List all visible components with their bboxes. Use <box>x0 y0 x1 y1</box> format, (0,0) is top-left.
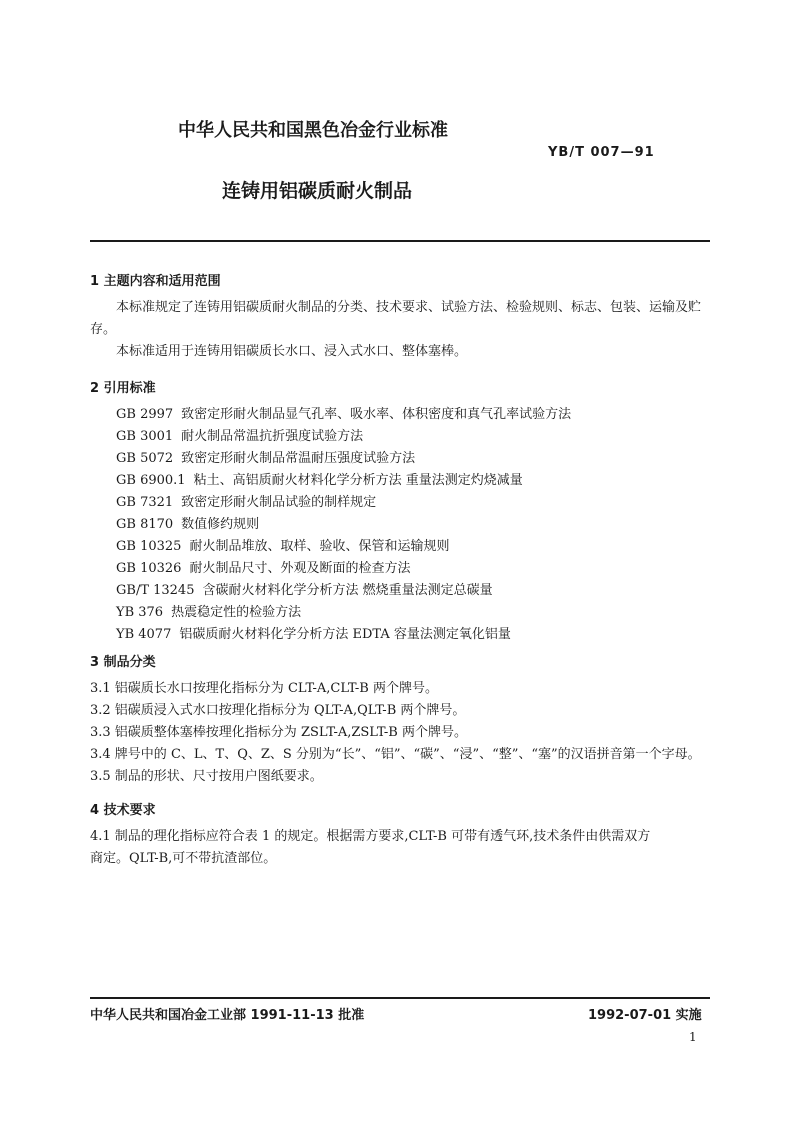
reference-code: GB 10326 <box>116 561 182 576</box>
reference-item <box>116 624 571 646</box>
reference-item <box>116 580 571 602</box>
reference-code: YB 376 <box>116 605 164 620</box>
implementation-date: 1992-07-01 实施 <box>588 1008 702 1023</box>
document-title: 连铸用铝碳质耐火制品 <box>222 180 413 202</box>
standard-code: YB/T 007—91 <box>548 145 655 160</box>
reference-title: 耐火制品常温抗折强度试验方法 <box>181 429 364 444</box>
reference-item <box>116 404 571 426</box>
section-2-heading: 2 引用标准 <box>90 381 156 396</box>
reference-code: GB 5072 <box>116 451 174 466</box>
clause-3-5: 3.5 制品的形状、尺寸按用户图纸要求。 <box>90 769 323 784</box>
reference-title: 粘土、高铝质耐火材料化学分析方法 重量法测定灼烧减量 <box>193 473 523 488</box>
reference-list <box>116 404 571 646</box>
clause-3-1: 3.1 铝碳质长水口按理化指标分为 CLT-A,CLT-B 两个牌号。 <box>90 681 438 696</box>
reference-title: 铝碳质耐火材料化学分析方法 EDTA 容量法测定氧化铝量 <box>179 627 511 642</box>
clause-3-2: 3.2 铝碳质浸入式水口按理化指标分为 QLT-A,QLT-B 两个牌号。 <box>90 703 466 718</box>
clause-3-4: 3.4 牌号中的 C、L、T、Q、Z、S 分别为“长”、“铝”、“碳”、“浸”、“整”、“塞”的汉语拼音第一个字母。 <box>90 747 701 762</box>
section-3-heading: 3 制品分类 <box>90 655 156 670</box>
reference-code: GB 3001 <box>116 429 174 444</box>
section-1-paragraph-1-line-1: 本标准规定了连铸用铝碳质耐火制品的分类、技术要求、试验方法、检验规则、标志、包装、运输及贮 <box>116 300 702 315</box>
reference-title: 致密定形耐火制品常温耐压强度试验方法 <box>181 451 416 466</box>
section-1-paragraph-1-line-2: 存。 <box>90 322 117 337</box>
reference-title: 耐火制品尺寸、外观及断面的检查方法 <box>189 561 411 576</box>
reference-item <box>116 602 571 624</box>
footer-rule <box>90 997 710 999</box>
reference-item <box>116 558 571 580</box>
section-1-paragraph-2: 本标准适用于连铸用铝碳质长水口、浸入式水口、整体塞棒。 <box>116 344 468 359</box>
reference-title: 数值修约规则 <box>181 517 260 532</box>
clause-4-1-line-1: 4.1 制品的理化指标应符合表 1 的规定。根据需方要求,CLT-B 可带有透气环,技术条件由供需双方 <box>90 829 651 844</box>
reference-item <box>116 448 571 470</box>
reference-title: 耐火制品堆放、取样、验收、保管和运输规则 <box>189 539 450 554</box>
reference-code: GB 6900.1 <box>116 473 186 488</box>
section-4-heading: 4 技术要求 <box>90 803 156 818</box>
reference-item <box>116 492 571 514</box>
reference-title: 热震稳定性的检验方法 <box>171 605 302 620</box>
classification-list <box>90 678 701 788</box>
reference-item <box>116 536 571 558</box>
clause-4-1-line-2: 商定。QLT-B,可不带抗渣部位。 <box>90 851 277 866</box>
reference-title: 含碳耐火材料化学分析方法 燃烧重量法测定总碳量 <box>202 583 493 598</box>
reference-code: YB 4077 <box>116 627 172 642</box>
header-rule <box>90 240 710 242</box>
reference-code: GB 10325 <box>116 539 182 554</box>
reference-title: 致密定形耐火制品试验的制样规定 <box>181 495 377 510</box>
issuer-title: 中华人民共和国黑色冶金行业标准 <box>178 120 448 141</box>
reference-code: GB 2997 <box>116 407 174 422</box>
page-number: 1 <box>689 1030 697 1044</box>
section-1-heading: 1 主题内容和适用范围 <box>90 274 221 289</box>
reference-item <box>116 514 571 536</box>
reference-code: GB/T 13245 <box>116 583 195 598</box>
reference-title: 致密定形耐火制品显气孔率、吸水率、体积密度和真气孔率试验方法 <box>181 407 572 422</box>
approval-line: 中华人民共和国冶金工业部 1991-11-13 批准 <box>90 1008 365 1023</box>
clause-3-3: 3.3 铝碳质整体塞棒按理化指标分为 ZSLT-A,ZSLT-B 两个牌号。 <box>90 725 467 740</box>
reference-item <box>116 470 571 492</box>
reference-item <box>116 426 571 448</box>
reference-code: GB 7321 <box>116 495 174 510</box>
reference-code: GB 8170 <box>116 517 174 532</box>
